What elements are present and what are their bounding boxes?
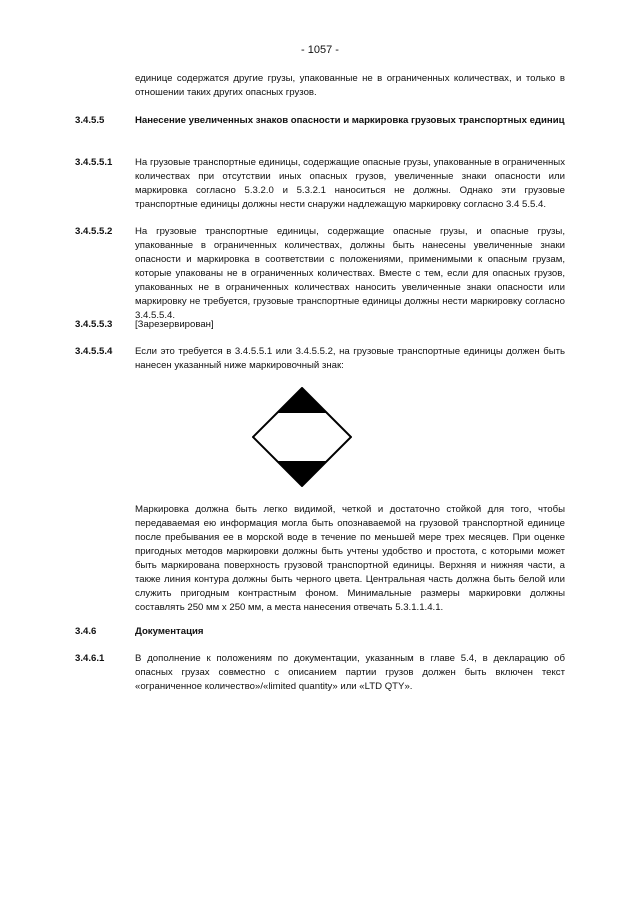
para-text-3461: В дополнение к положениям по документации, указанным в главе 5.4, в декларацию об опасных грузах совместно с описанием партии грузов должен быть включен текст «ограниченное количество»/«limited quantity» или «LTD QTY». [135, 653, 565, 692]
section-number-346: 3.4.6 [75, 626, 97, 637]
marking-description: Маркировка должна быть легко видимой, четкой и достаточно стойкой для того, чтобы передаваемая ею информация могла быть опознаваемой на грузовой транспортной единице после пребывания ее в морской воде в течение по меньшей мере трех месяцев. При оценке пригодных методов маркировки должны быть учтены удобство и простота, с которыми может быть маркирована поверхность грузовой транспортной единицы. Верхняя и нижняя части, а также линия контура должны быть черного цвета. Центральная часть должна быть белой или служить пригодным контрастным фоном. Минимальные размеры маркировки должны составлять 250 мм х 250 мм, а места нанесения отвечать 5.3.1.1.4.1. [135, 504, 565, 613]
para-text-34554: Если это требуется в 3.4.5.5.1 или 3.4.5.5.2, на грузовые транспортные единицы должен быть нанесен указанный ниже маркировочный знак: [135, 346, 565, 371]
para-text-34551: На грузовые транспортные единицы, содержащие опасные грузы, упакованные в ограниченных количествах при отсутствии иных опасных грузов, увеличенные знаки опасности или маркировка согласно 5.3.2.0 и 5.3.2.1 наноситься не должны. Однако эти грузовые транспортные единицы должны нести снаружи надлежащую маркировку согласно 3.4 5.5.4. [135, 157, 565, 210]
section-title-346: Документация [135, 626, 204, 637]
para-number-34551: 3.4.5.5.1 [75, 157, 113, 168]
para-number-34552: 3.4.5.5.2 [75, 226, 113, 237]
para-number-34553: 3.4.5.5.3 [75, 319, 113, 330]
para-text-34552: На грузовые транспортные единицы, содержащие опасные грузы, и опасные грузы, упакованные в ограниченных количествах, должны быть нанесены увеличенные знаки опасности и маркировка в соответствии с положениями, применимыми к опасным грузам, которые упакованы не в ограниченных количествах. Вместе с тем, если для опасных грузов, упакованных не в ограниченных количествах наносить увеличенные знаки опасности или маркировку не требуется, грузовые транспортные единицы должны нести маркировку согласно 3.4.5.5.4. [135, 226, 565, 321]
section-title-3455: Нанесение увеличенных знаков опасности и маркировка грузовых транспортных единиц [135, 115, 565, 126]
para-text-34553: [Зарезервирован] [135, 319, 214, 330]
intro-paragraph: единице содержатся другие грузы, упакованные не в ограниченных количествах, и только в отношении таких других опасных грузов. [135, 73, 565, 98]
para-number-34554: 3.4.5.5.4 [75, 346, 113, 357]
limited-quantity-mark-icon [252, 387, 352, 487]
section-number-3455: 3.4.5.5 [75, 115, 105, 126]
page-number: - 1057 - [301, 44, 339, 56]
para-number-3461: 3.4.6.1 [75, 653, 105, 664]
